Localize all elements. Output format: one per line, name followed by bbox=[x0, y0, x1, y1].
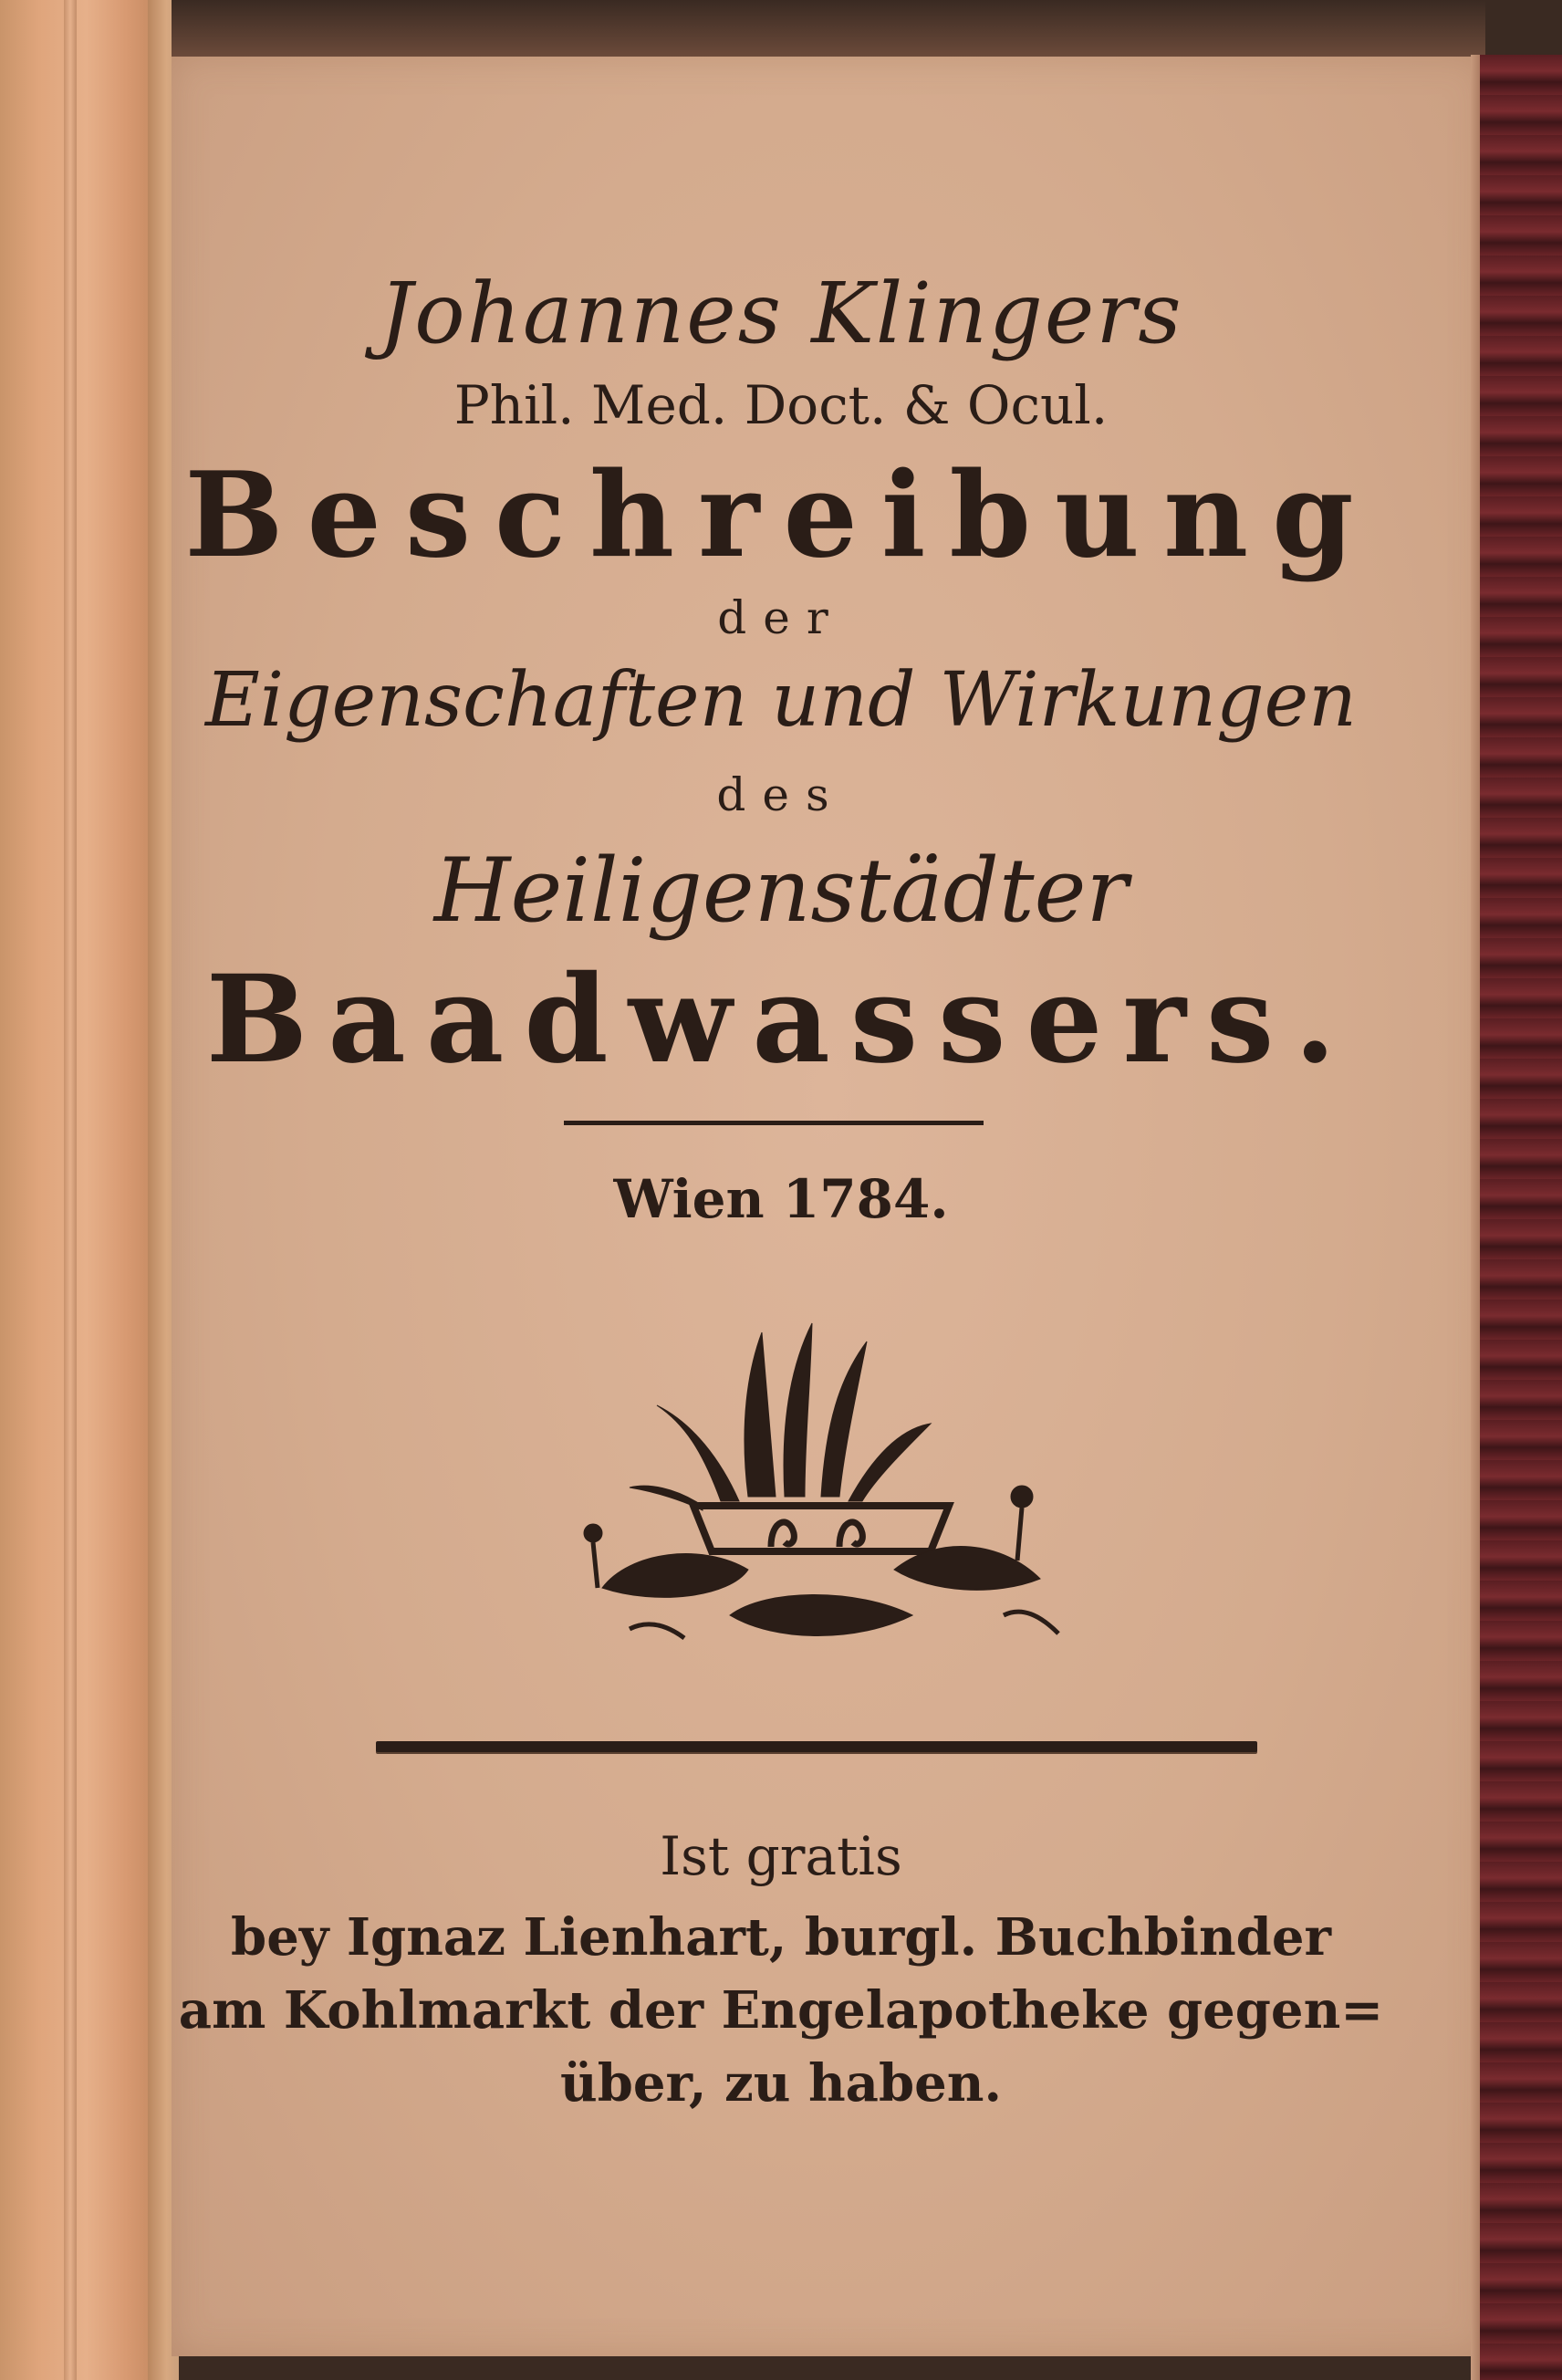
water-line: Baadwassers. bbox=[205, 949, 1357, 1091]
publisher-line-3: über, zu haben. bbox=[560, 2053, 1002, 2114]
main-title: Beschreibung bbox=[184, 447, 1378, 584]
thick-rule bbox=[376, 1741, 1257, 1752]
publisher-line-1: bey Ignaz Lienhart, burgl. Buchbinder bbox=[231, 1907, 1331, 1968]
place-line: Heiligenstädter bbox=[433, 840, 1129, 942]
subject-line: Eigenschaften und Wirkungen bbox=[205, 657, 1357, 744]
article-des: des bbox=[716, 768, 846, 821]
top-shadow bbox=[172, 0, 1485, 57]
publisher-line-2: am Kohlmarkt der Engelapotheke gegen= bbox=[178, 1980, 1384, 2041]
divider-rule bbox=[564, 1121, 984, 1125]
price-line: Ist gratis bbox=[660, 1825, 902, 1887]
degree-line: Phil. Med. Doct. & Ocul. bbox=[453, 374, 1109, 436]
swans-fountain-ornament-icon bbox=[566, 1314, 1077, 1661]
imprint-line: Wien 1784. bbox=[613, 1168, 949, 1230]
article-der: der bbox=[717, 591, 845, 644]
author-line: Johannes Klingers bbox=[379, 265, 1183, 362]
